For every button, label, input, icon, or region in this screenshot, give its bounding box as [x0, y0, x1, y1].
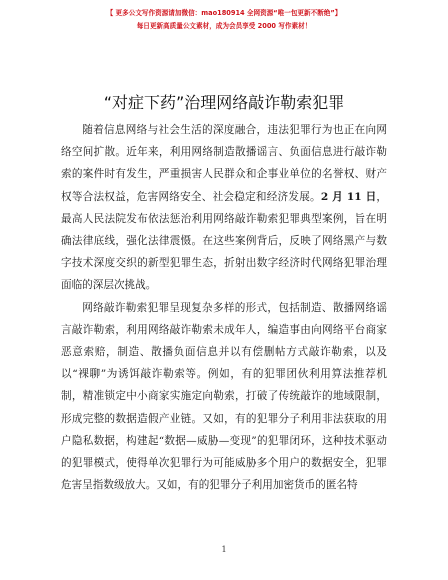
document-title: “对症下药”治理网络敲诈勒索犯罪 — [103, 93, 345, 112]
promo-banner-line-2: 每日更新高质量公文素材，成为会员享受 2000 写作素材！ — [136, 22, 312, 30]
paragraph-1-part-1: 随着信息网络与社会生活的深度融合，违法犯罪行为也正在向网络空间扩散。近年来，利用网络制造散播谣言、负面信息进行敲诈勒索的案件时有发生，严重损害人民群众和企事业单位的名誉权、财产权等合法权益，危害网络安全、社会稳定和经济发展。 — [61, 124, 387, 203]
page-number: 1 — [221, 545, 227, 554]
promo-banner-line-1: 【 更多公文写作资源请加微信：mao180914 全网资源“唯一包更新不断绝”】 — [106, 9, 342, 17]
document-body — [61, 119, 387, 496]
paragraph-2: 网络敲诈勒索犯罪呈现复杂多样的形式，包括制造、散播网络谣言敲诈勒索，利用网络敲诈勒索未成年人，编造事由向网络平台商家恶意索赔，制造、散播负面信息并以有偿删帖方式敲诈勒索，以及以“裸聊”为诱饵敲诈勒索等。例如，有的犯罪团伙利用算法推荐机制，精准锁定中小商家实施定向勒索，打破了传统敲诈的地域限制，形成完整的数据造假产业链。又如，有的犯罪分子利用非法获取的用户隐私数据，构建起“数据—威胁—变现”的犯罪闭环，这种技术驱动的犯罪模式，使得单次犯罪行为可能威胁多个用户的数据安全，犯罪危害呈指数级放大。又如，有的犯罪分子利用加密货币的匿名特 — [61, 301, 387, 492]
paragraph-1-part-2: ，最高人民法院发布依法惩治利用网络敲诈勒索犯罪典型案例，旨在明确法律底线，强化法律震慑。在这些案例背后，反映了网络黑产与数字技术深度交织的新型犯罪生态，折射出数字经济时代网络犯罪治理面临的深层次挑战。 — [61, 190, 388, 292]
paragraph-1 — [61, 119, 387, 297]
paragraph-1-date: 2 月 11 日 — [320, 190, 377, 203]
promo-banner — [0, 7, 448, 33]
